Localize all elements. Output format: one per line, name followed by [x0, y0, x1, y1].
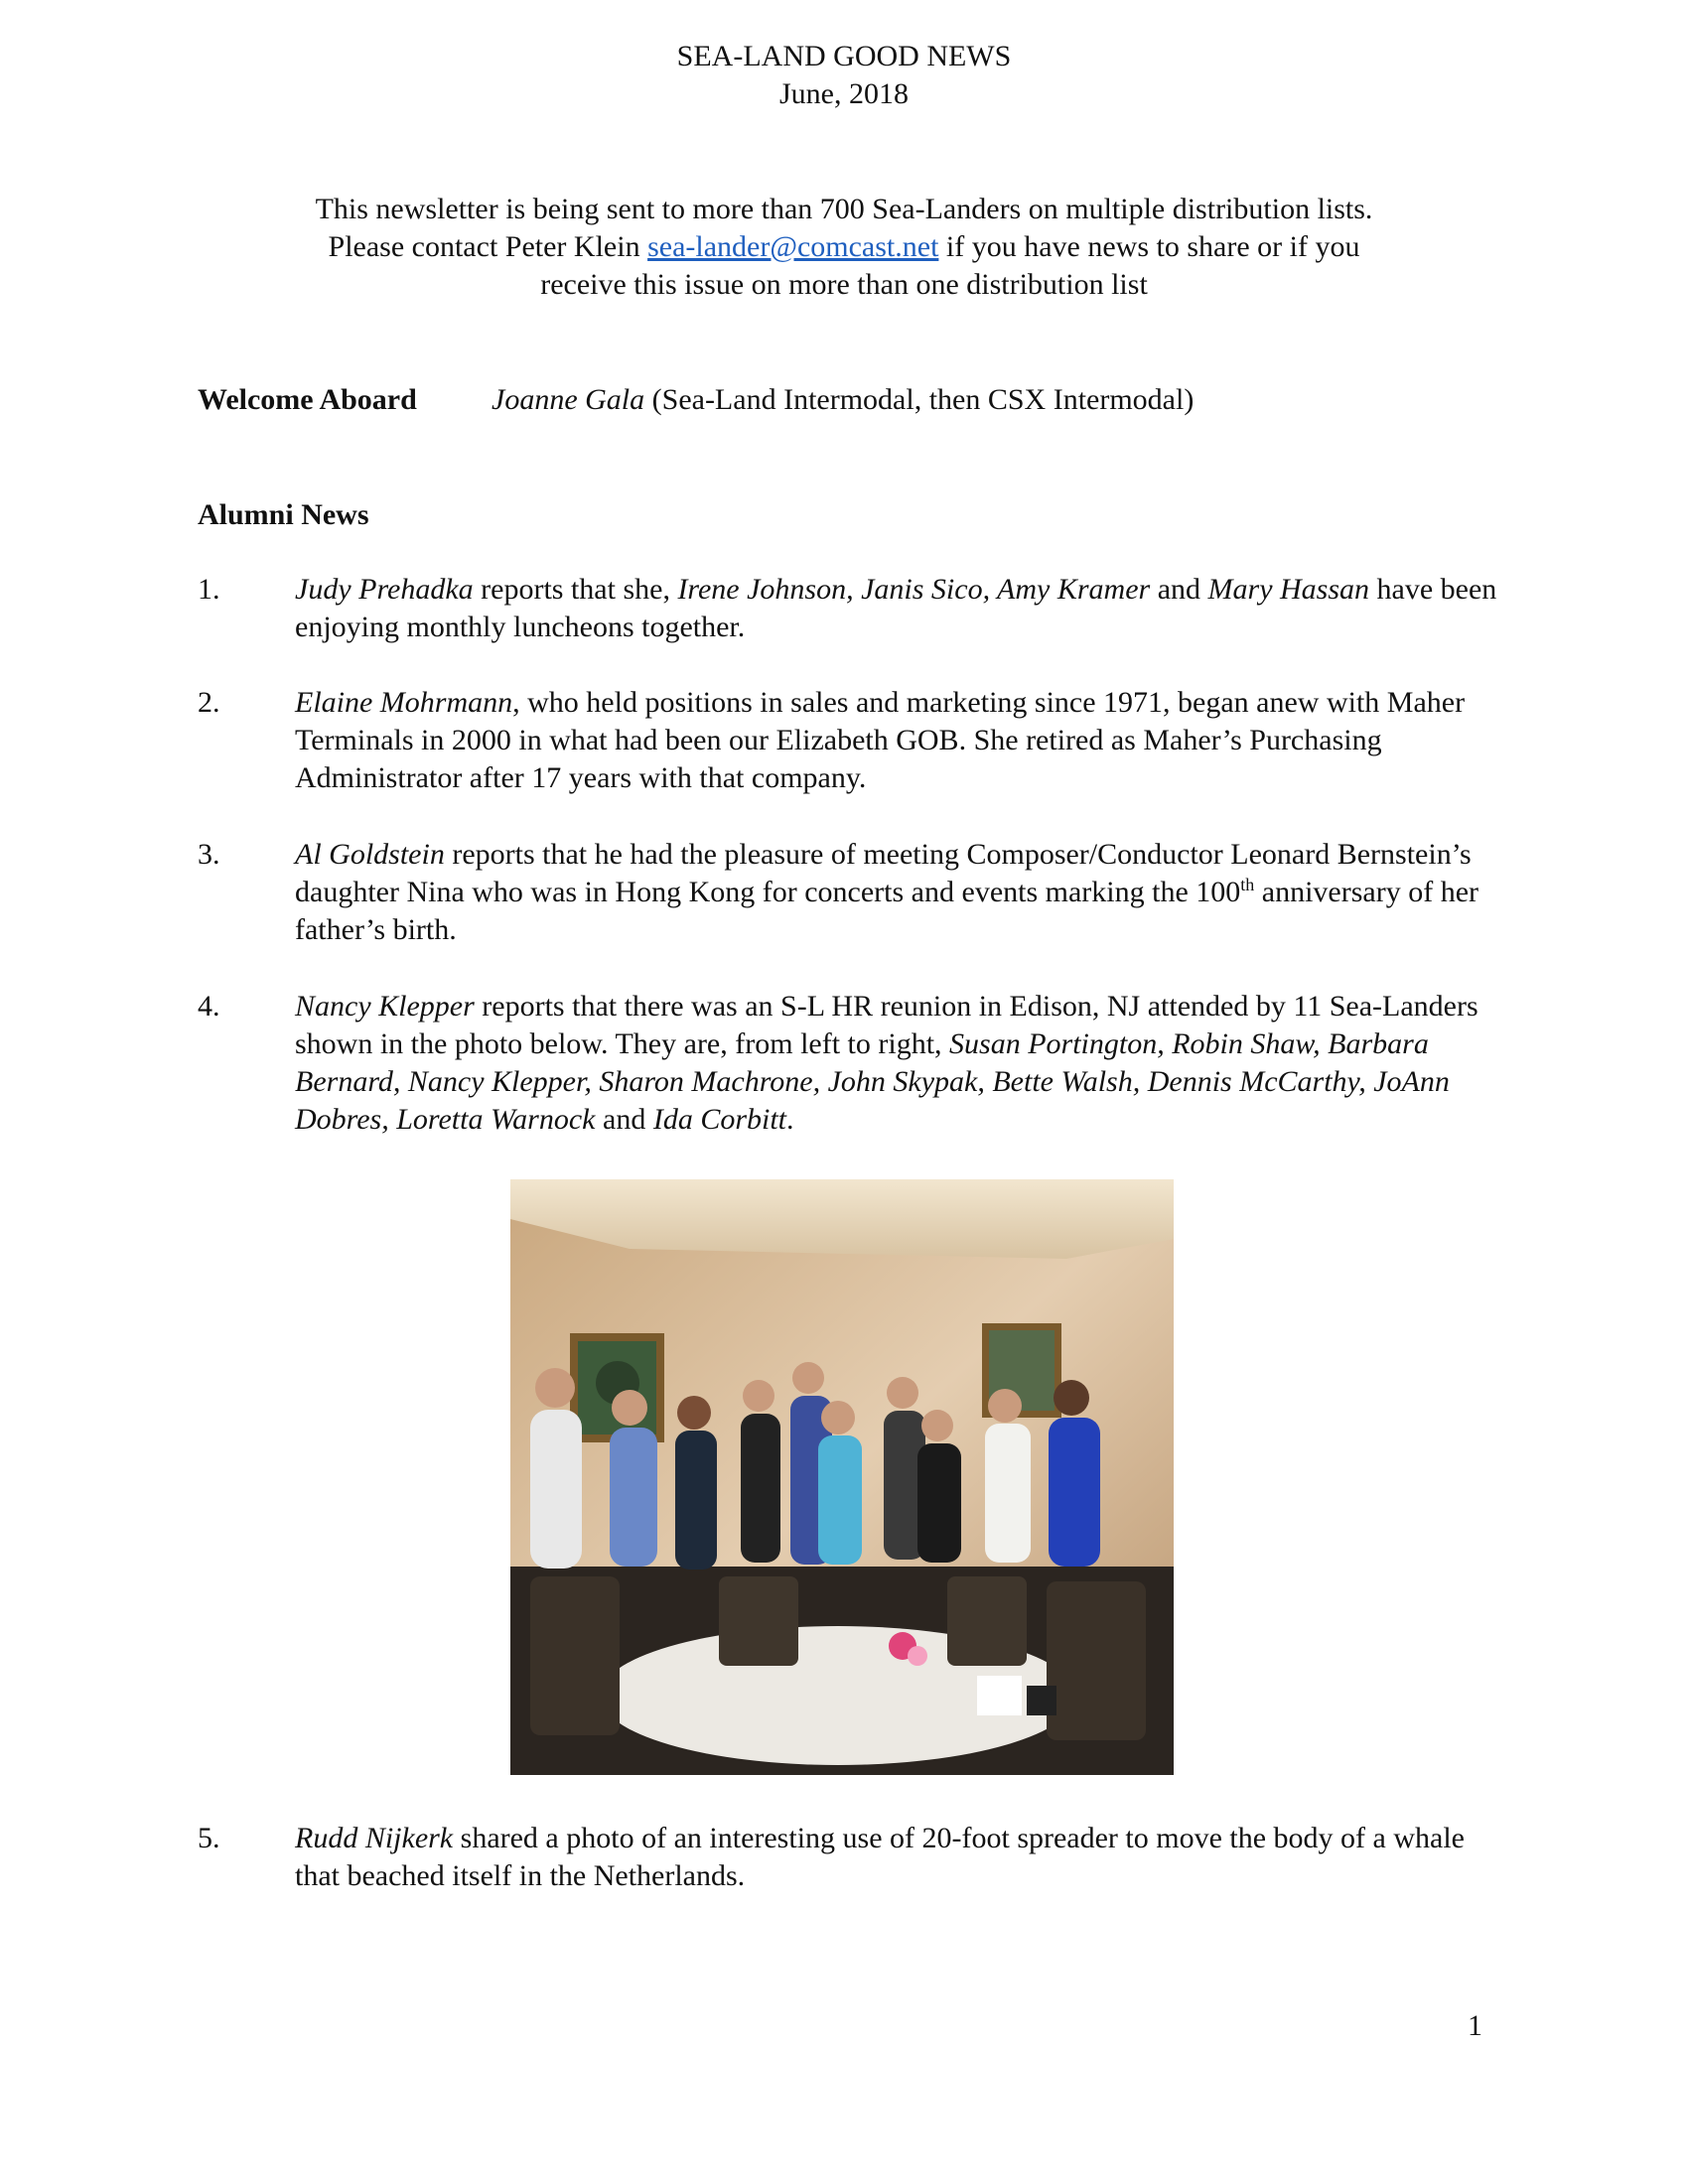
item-text: and	[1150, 573, 1208, 606]
item-text: reports that there was an S-L HR reunion in Edison, NJ attended by 11 Sea-Landers shown in the photo below. They are, from left to right,	[295, 990, 1478, 1060]
person-name: Nancy Klepper	[295, 990, 475, 1023]
item-text: anniversary of her father’s birth.	[295, 876, 1479, 946]
list-item-number: 2.	[198, 686, 220, 719]
list-item-number: 3.	[198, 838, 220, 871]
list-item	[295, 988, 1506, 1139]
newsletter-date: June, 2018	[779, 77, 909, 110]
alumni-news-heading: Alumni News	[198, 498, 369, 531]
welcome-aboard-entry	[492, 381, 1194, 419]
person-name: Irene Johnson, Janis Sico, Amy Kramer	[677, 573, 1151, 606]
item-text: reports that she,	[473, 573, 678, 606]
welcome-aboard-label: Welcome Aboard	[198, 383, 417, 416]
person-name: Al Goldstein	[295, 838, 445, 871]
list-item-number: 5.	[198, 1822, 220, 1854]
list-item-number: 1.	[198, 573, 220, 606]
list-item	[295, 836, 1506, 949]
intro-line-2	[149, 228, 1539, 266]
item-text: shared a photo of an interesting use of 20-foot spreader to move the body of a whale that beached itself in the Netherlands.	[295, 1822, 1465, 1892]
newsletter-title: SEA-LAND GOOD NEWS	[676, 40, 1012, 72]
intro-contact-text-after: if you have news to share or if you	[938, 230, 1360, 263]
list-item	[295, 684, 1506, 797]
person-name: Ida Corbitt	[652, 1103, 787, 1136]
welcome-name: Joanne Gala	[492, 383, 645, 416]
person-name: Elaine Mohrmann	[295, 686, 513, 719]
list-item	[295, 571, 1506, 646]
reunion-group-photo	[510, 1179, 1174, 1775]
intro-line-3: receive this issue on more than one distribution list	[540, 268, 1148, 301]
intro-contact-text: Please contact Peter Klein	[328, 230, 648, 263]
item-text: .	[786, 1103, 794, 1136]
item-text: have been enjoying monthly luncheons together.	[295, 573, 1497, 643]
item-text: reports that he had the pleasure of meeting Composer/Conductor Leonard Bernstein’s daughter Nina who was in Hong Kong for concerts and events marking the 100	[295, 838, 1472, 908]
item-text: , who held positions in sales and marketing since 1971, began anew with Maher Terminals in 2000 in what had been our Elizabeth GOB. She retired as Maher’s Purchasing Administrator after 17 years with that company.	[295, 686, 1466, 794]
welcome-detail: (Sea-Land Intermodal, then CSX Intermodal)	[644, 383, 1195, 416]
person-name: Rudd Nijkerk	[295, 1822, 454, 1854]
superscript: th	[1240, 875, 1255, 894]
intro-line-1: This newsletter is being sent to more than 700 Sea-Landers on multiple distribution lists.	[315, 193, 1373, 225]
contact-email-link[interactable]: sea-lander@comcast.net	[647, 230, 939, 263]
list-item	[295, 1820, 1506, 1895]
person-name: Judy Prehadka	[295, 573, 474, 606]
item-text: and	[595, 1103, 653, 1136]
person-name: Susan Portington, Robin Shaw, Barbara Bernard, Nancy Klepper, Sharon Machrone, John Skypak, Bette Walsh, Dennis McCarthy, JoAnn Dobres, Loretta Warnock	[295, 1027, 1450, 1136]
person-name: Mary Hassan	[1207, 573, 1370, 606]
page-number: 1	[1468, 2009, 1482, 2042]
list-item-number: 4.	[198, 990, 220, 1023]
